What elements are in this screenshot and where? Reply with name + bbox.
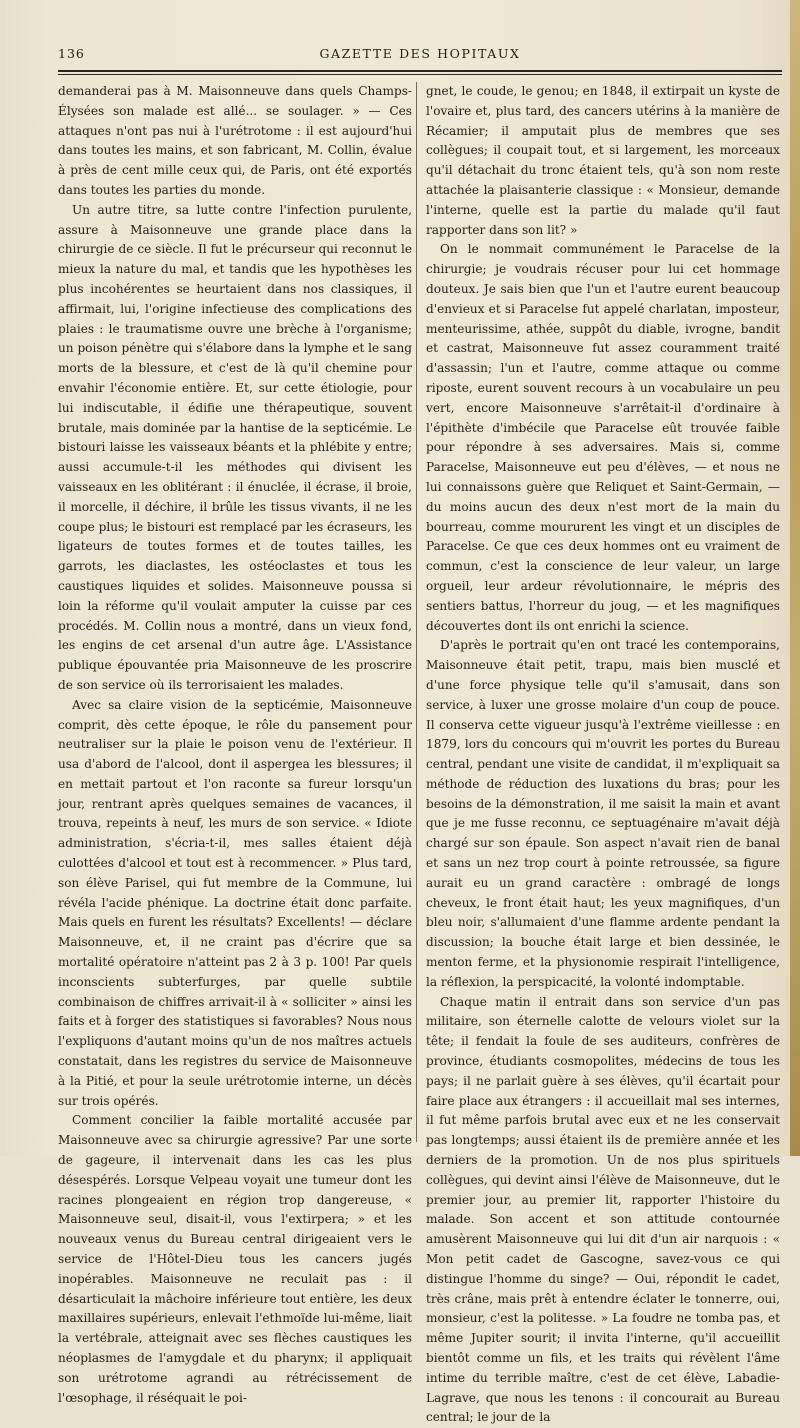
left-column — [58, 82, 412, 1408]
paragraph: Comment concilier la faible mortalité accusée par Maisonneuve avec sa chirurgie agressive? Par une sorte de gageure, il intervenait dans les cas les plus désespérés. Lorsque Velpeau voyait une tumeur dont les racines plongeaient en région trop dangereuse, « Maisonneuve seul, disait-il, vous l'extirpera; » et les nouveaux venus du Bureau central dirigeaient vers le service de l'Hôtel-Dieu tous les cancers jugés inopérables. Maisonneuve ne reculait pas : il désarticulait la mâchoire inférieure tout entière, les deux maxillaires supérieurs, enlevait l'ethmoïde lui-même, liait la vertébrale, atteignait avec ses flèches caustiques les néoplasmes de l'amygdale et du pharynx; il appliquait son urétrotome agrandi au rétrécissement de l'œsophage, il réséquait le poi- — [58, 1113, 412, 1405]
paragraph: On le nommait communément le Paracelse de la chirurgie; je voudrais récuser pour lui cet hommage douteux. Je sais bien que l'un et l'autre eurent beaucoup d'envieux et si Paracelse fut appelé charlatan, imposteur, menteurissime, athée, suppôt du diable, ivrogne, bandit et castrat, Maisonneuve fut assez couramment traité d'assassin; l'un et l'autre, comme attaque ou comme riposte, eurent souvent recours à un vocabulaire un peu vert, encore Maisonneuve s'arrêtait-il d'ordinaire à l'épithète d'imbécile que Paracelse eût trouvée faible pour répondre à ses adversaires. Mais si, comme Paracelse, Maisonneuve eut peu d'élèves, — et nous ne lui connaissons guère que Reliquet et Saint-Germain, — du moins aucun des deux n'est mort de la main du bourreau, comme moururent les vingt et un disciples de Paracelse. Ce que ces deux hommes ont eu vraiment de commun, c'est la conscience de leur valeur, un large orgueil, leur ardeur révolutionnaire, le mépris des sentiers battus, l'horreur du joug, — et les magnifiques découvertes dont ils ont enrichi la science. — [426, 242, 780, 633]
right-column — [426, 82, 780, 1428]
paragraph: Un autre titre, sa lutte contre l'infection purulente, assure à Maisonneuve une grande place dans la chirurgie de ce siècle. Il fut le précurseur qui reconnut le mieux la nature du mal, et tandis que les hypothèses les plus incohérentes se heurtaient dans nos classiques, il affirmait, lui, l'origine infectieuse des complications des plaies : le traumatisme ouvre une brèche à l'organisme; un poison pénètre qui s'élabore dans la lymphe et le sang morts de la blessure, et c'est de là qu'il chemine pour envahir l'économie entière. Et, sur cette étiologie, pour lui indiscutable, il édifie une thérapeutique, souvent brutale, mais dominée par la hantise de la septicémie. Le bistouri laisse les vaisseaux béants et la phlébite y entre; aussi accumule-t-il les méthodes qui divisent les vaisseaux en les oblitérant : il énuclée, il écrase, il broie, il morcelle, il déchire, il brûle les tissus vivants, il ne les coupe plus; le bistouri est remplacé par les écraseurs, les ligateurs de toutes formes et de toutes tailles, les garrots, les diaclastes, les ostéoclastes et tous les caustiques liquides et solides. Maisonneuve poussa si loin la réforme qu'il voulait amputer la cuisse par ces procédés. M. Collin nous a montré, dans un vieux fond, les engins de cet arsenal d'un autre âge. L'Assistance publique épouvantée pria Maisonneuve de les proscrire de son service où ils terrorisaient les malades. — [58, 202, 412, 692]
header-rule-thin — [58, 74, 782, 75]
paragraph: demanderai pas à M. Maisonneuve dans quels Champs-Élysées son malade est allé... se soulager. » — Ces attaques n'ont pas nui à l'urétrotome : il est aujourd'hui dans toutes les mains, et son fabricant, M. Collin, évalue à près de cent mille ceux qui, de Paris, ont été exportés dans toutes les parties du monde. — [58, 84, 412, 197]
page-number: 136 — [58, 46, 85, 61]
paragraph: D'après le portrait qu'en ont tracé les contemporains, Maisonneuve était petit, trapu, mais bien musclé et d'une force physique telle qu'il s'amusait, dans son service, à luxer une grosse molaire d'un coup de pouce. Il conserva cette vigueur jusqu'à l'extrême vieillesse : en 1879, lors du concours qui m'ouvrit les portes du Bureau central, pendant une visite de candidat, il m'expliquait sa méthode de réduction des luxations du bras; pour les besoins de la démonstration, il me saisit la main et avant que je me fusse reconnu, ce septuagénaire m'avait déjà chargé sur son épaule. Son aspect n'avait rien de banal et sans un nez trop court à pointe retroussée, sa figure aurait eu un grand caractère : ombragé de longs cheveux, le front était haut; les yeux magnifiques, d'un bleu noir, s'allumaient d'une flamme ardente pendant la discussion; la bouche était large et bien dessinée, le menton ferme, et la physionomie respirait l'intelligence, la réflexion, la perspicacité, la volonté indomptable. — [426, 638, 780, 989]
page-edge-strip — [790, 0, 800, 1156]
paragraph: Chaque matin il entrait dans son service d'un pas militaire, son éternelle calotte de velours violet sur la tête; il fendait la foule de ses auditeurs, confrères de province, étudiants cosmopolites, médecins de tous les pays; il ne parlait guère à ses élèves, qu'il écartait pour faire place aux étrangers : il accueillait mal ses internes, il fut même parfois brutal avec eux et ne les conservait pas longtemps; aussi étaient ils de première année et les derniers de la promotion. Un de nos plus spirituels collègues, qui devint ainsi l'élève de Maisonneuve, dut le premier jour, au premier lit, rapporter l'histoire du malade. Son accent et son attitude contournée amusèrent Maisonneuve qui lui dit d'un air narquois : « Mon petit cadet de Gascogne, savez-vous ce qui distingue l'homme du singe? — Oui, répondit le cadet, très crâne, mais prêt à entendre éclater le tonnerre, oui, monsieur, c'est la politesse. » La foudre ne tomba pas, et même Jupiter sourit; il invita l'interne, qu'il accueillit bientôt comme un fils, et les traits qui révèlent l'âme intime du terrible maître, c'est de cet élève, Labadie-Lagrave, que nous les tenons : il concourait au Bureau central; le jour de la — [426, 994, 780, 1425]
column-divider — [416, 82, 417, 1142]
running-head — [58, 46, 782, 64]
paragraph: gnet, le coude, le genou; en 1848, il extirpait un kyste de l'ovaire et, plus tard, des cancers utérins à la manière de Récamier; il amputait plus de membres que ses collègues; il coupait tout, et si largement, les morceaux qu'il détachait du tronc étaient tels, qu'à son nom reste attachée la plaisanterie classique : « Monsieur, demande l'interne, quelle est la partie du malade qu'il faut rapporter dans son lit? » — [426, 84, 780, 237]
paragraph: Avec sa claire vision de la septicémie, Maisonneuve comprit, dès cette époque, le rôle du pansement pour neutraliser sur la plaie le poison venu de l'extérieur. Il usa d'abord de l'alcool, dont il aspergea les blessures; il en mettait partout et l'on raconte sa fureur lorsqu'un jour, rentrant après quelques semaines de vacances, il trouva, repeints à neuf, les murs de son service. « Idiote administration, s'écria-t-il, mes salles étaient déjà culottées d'alcool et tout est à recommencer. » Plus tard, son élève Parisel, qui fut membre de la Commune, lui révéla l'acide phénique. La doctrine était donc parfaite. Mais quels en furent les résultats? Excellents! — déclare Maisonneuve, et, il ne craint pas d'écrire que sa mortalité opératoire n'atteint pas 2 à 3 p. 100! Par quels inconscients subterfurges, par quelle subtile combinaison de chiffres arrivait-il à « solliciter » ainsi les faits et à forger des statistiques si favorables? Nous nous l'expliquons d'autant moins qu'un de nos maîtres actuels constatait, dans les registres du service de Maisonneuve à la Pitié, et pour la seule urétrotomie interne, un décès sur trois opérés. — [58, 697, 412, 1108]
header-rule-thick — [58, 70, 782, 72]
journal-title: GAZETTE DES HOPITAUX — [319, 46, 521, 61]
